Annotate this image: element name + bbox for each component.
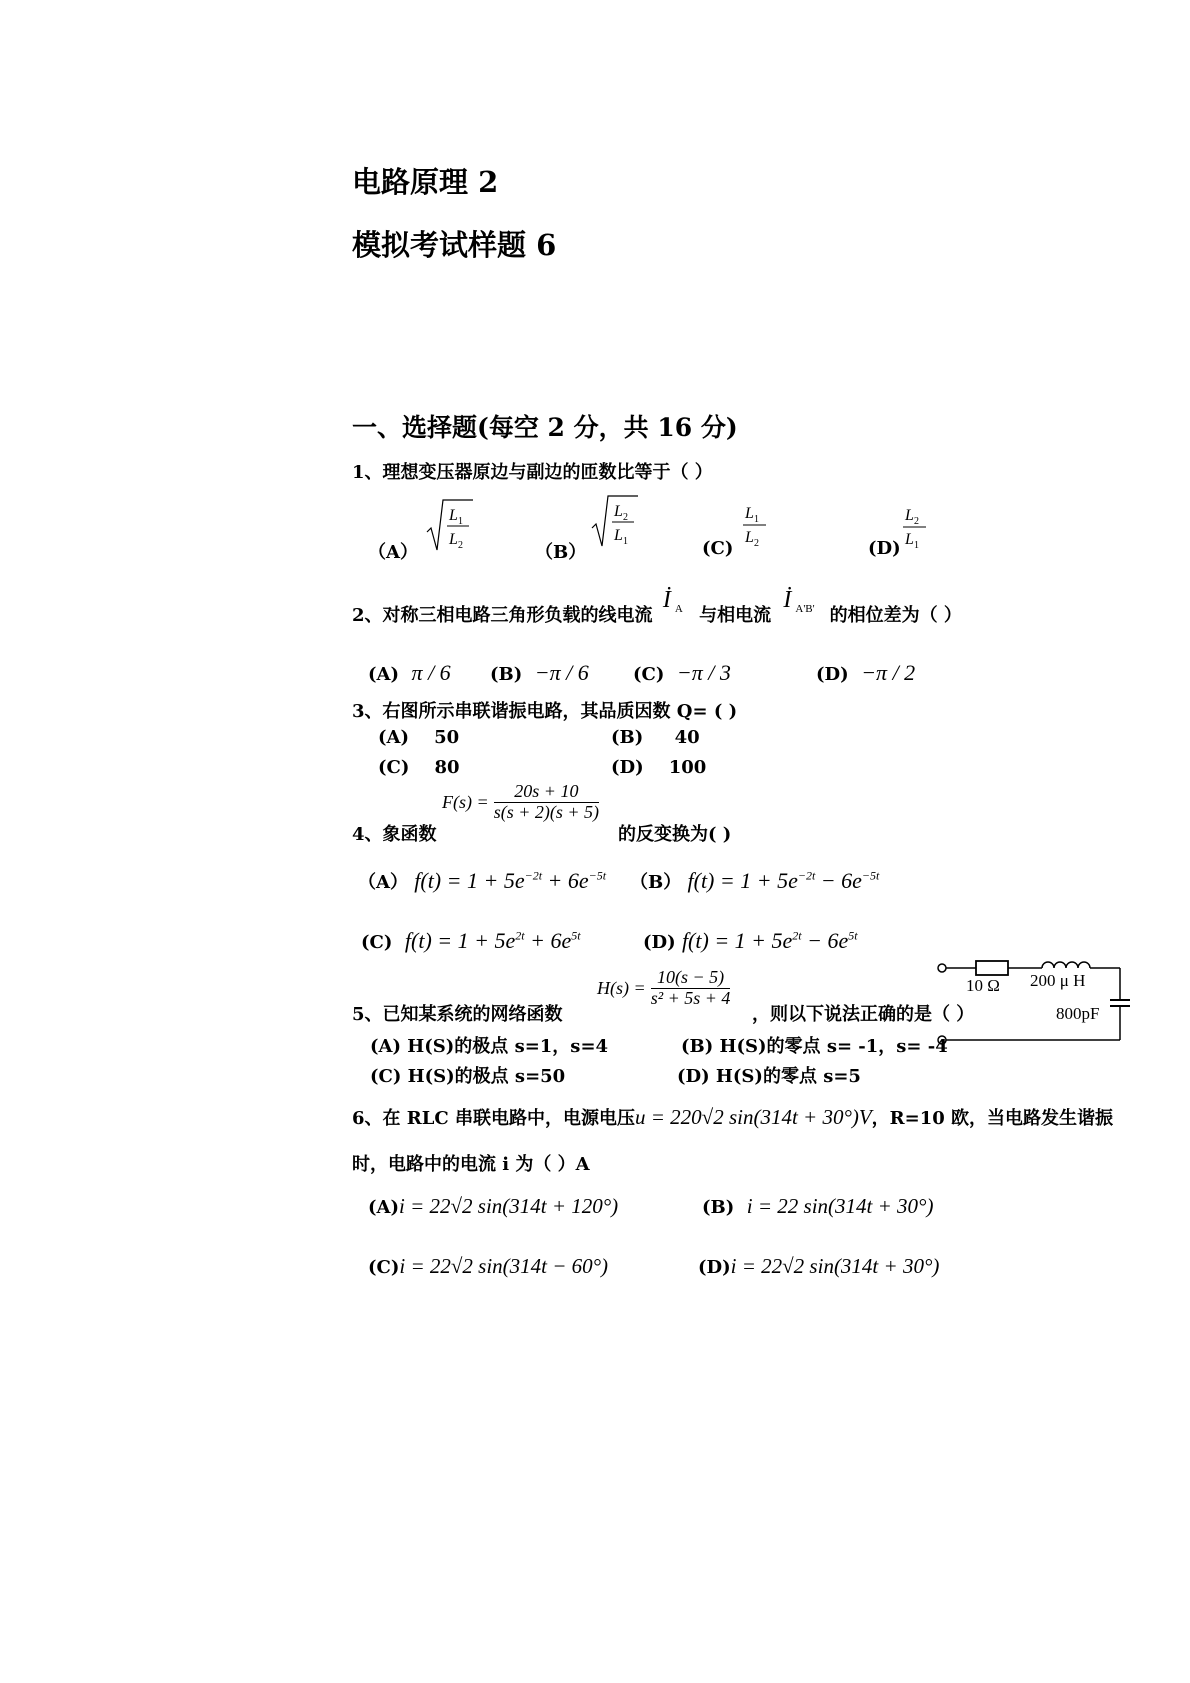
svg-text:2: 2 — [623, 512, 628, 523]
q2-option-a: (A) π / 6 — [368, 660, 451, 685]
q1-formula-b — [590, 492, 640, 550]
svg-text:L: L — [745, 505, 754, 522]
inductor-label: 200 μ H — [1030, 971, 1086, 990]
question-4: 4、象函数 — [352, 824, 437, 845]
q2-option-c: (C) −π / 3 — [633, 660, 731, 685]
question-2: 2、对称三相电路三角形负载的线电流 İ A 与相电流 İ A'B' 的相位差为（ ） — [352, 587, 962, 626]
svg-text:2: 2 — [754, 538, 759, 549]
phase-current-symbol: İ A'B' — [783, 587, 815, 615]
q3-option-c: (C) 80 — [378, 757, 460, 778]
q3-option-b: (B) 40 — [611, 727, 700, 748]
q6-option-d: (D)i = 22√2 sin(314t + 30°) — [698, 1254, 940, 1278]
q5-option-a: (A) H(S)的极点 s=1，s=4 — [370, 1036, 609, 1057]
svg-text:L: L — [614, 503, 623, 520]
svg-text:L: L — [449, 531, 458, 548]
q5-option-c: (C) H(S)的极点 s=50 — [370, 1066, 566, 1087]
q4-option-c: (C) $f(t) = 1 + 5e^{2t} + 6e^{5t}$ — [361, 928, 581, 953]
svg-text:L: L — [614, 527, 623, 544]
q2-option-b: (B) −π / 6 — [490, 660, 589, 685]
svg-text:L: L — [449, 507, 458, 524]
resistor-icon — [976, 961, 1008, 975]
line-current-symbol: İ A — [662, 587, 683, 615]
svg-text:L: L — [745, 529, 754, 546]
question-1: 1、理想变压器原边与副边的匝数比等于（ ） — [352, 462, 713, 483]
svg-text:2: 2 — [458, 540, 463, 551]
inductor-icon — [1042, 962, 1090, 968]
question-3: 3、右图所示串联谐振电路，其品质因数 Q= ( ) — [352, 701, 738, 722]
svg-text:1: 1 — [754, 514, 759, 525]
q3-option-a: (A) 50 — [378, 727, 460, 748]
svg-text:L: L — [905, 507, 914, 524]
question-5-tail: ，则以下说法正确的是（ ） — [752, 1004, 975, 1025]
svg-text:L: L — [905, 531, 914, 548]
terminal-top — [938, 964, 946, 972]
q4-option-a: （A） $f(t) = 1 + 5e^{-2t} + 6e^{-5t}$ — [358, 868, 607, 893]
q5-option-b: (B) H(S)的零点 s= -1，s= -4 — [681, 1036, 948, 1057]
q6-option-a: (A)i = 22√2 sin(314t + 120°) — [368, 1194, 619, 1218]
q4-transfer-function: F(s) = $\frac{20s + 10}{s(s + 2)(s + 5)}$ — [442, 781, 600, 822]
q1-option-c: (C) — [702, 538, 734, 559]
q1-option-a: （A） — [368, 542, 418, 563]
q5-option-d: (D) H(S)的零点 s=5 — [677, 1066, 861, 1087]
q6-option-c: (C)i = 22√2 sin(314t − 60°) — [368, 1254, 609, 1278]
q3-option-d: (D) 100 — [611, 757, 707, 778]
q1-formula-c — [740, 500, 772, 550]
capacitor-label: 800pF — [1056, 1004, 1100, 1023]
exam-title: 模拟考试样题 6 — [352, 228, 557, 262]
question-4-tail: 的反变换为( ) — [618, 824, 732, 845]
q1-formula-a — [425, 496, 475, 554]
q6-option-b: (B) i = 22 sin(314t + 30°) — [702, 1194, 934, 1218]
question-5: 5、已知某系统的网络函数 — [352, 1004, 563, 1025]
q4-option-d: (D) $f(t) = 1 + 5e^{2t} - 6e^{5t}$ — [643, 928, 858, 953]
q1-option-b: （B） — [535, 542, 587, 563]
course-title: 电路原理 2 — [352, 165, 499, 199]
svg-text:1: 1 — [458, 516, 463, 527]
svg-text:1: 1 — [623, 536, 628, 547]
terminal-bottom — [938, 1036, 946, 1044]
q4-option-b: （B） $f(t) = 1 + 5e^{-2t} - 6e^{-5t}$ — [630, 868, 880, 893]
q2-option-d: (D) −π / 2 — [816, 660, 916, 685]
q1-option-d: (D) — [868, 538, 901, 559]
q1-formula-d — [900, 502, 932, 552]
svg-text:1: 1 — [914, 540, 919, 551]
svg-text:2: 2 — [914, 516, 919, 527]
section-title: 一、选择题(每空 2 分，共 16 分) — [352, 413, 738, 442]
q5-network-function: H(s) = $\frac{10(s - 5)}{\text{s² + 5s + 4}}$ — [597, 967, 731, 1008]
question-6: 6、在 RLC 串联电路中，电源电压u = 220√2 sin(314t + 30°)V，R=10 欧，当电路发生谐振 — [352, 1105, 1114, 1129]
resistor-label: 10 Ω — [966, 976, 1000, 995]
question-6-cont: 时，电路中的电流 i 为（ ）A — [352, 1154, 590, 1175]
